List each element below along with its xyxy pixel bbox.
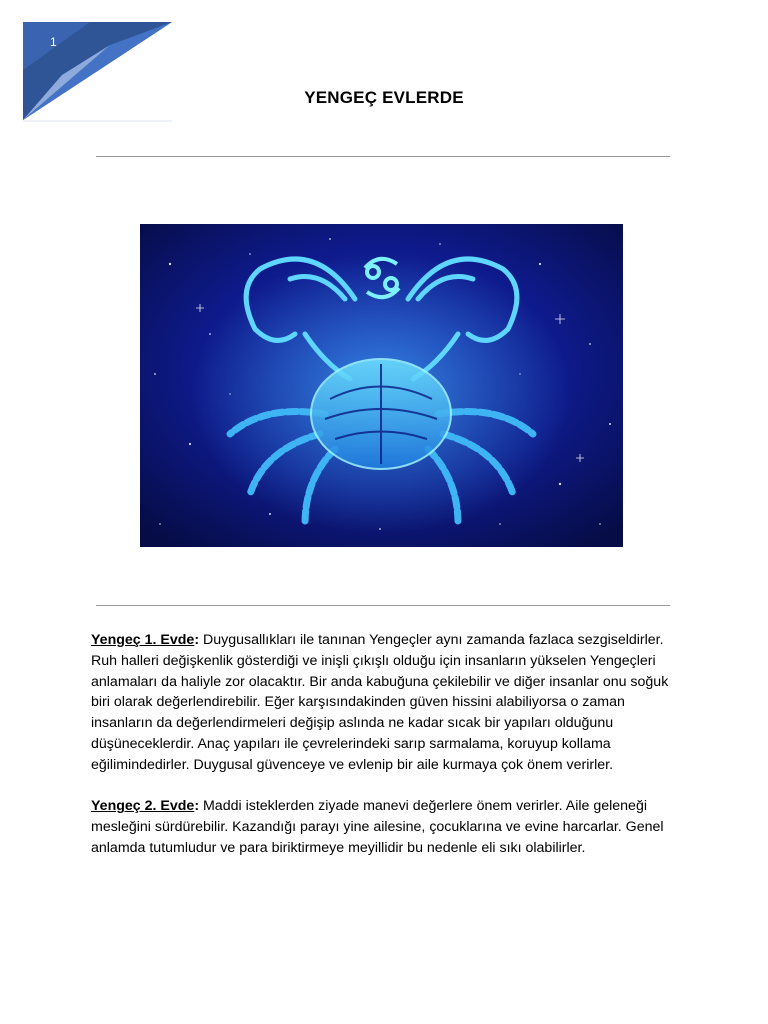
paragraph-house-1 — [91, 630, 681, 776]
paragraph-text: Duygusallıkları ile tanınan Yengeçler aynı zamanda fazlaca sezgiseldirler. Ruh halleri değişkenlik gösterdiği ve inişli çıkışlı olduğu için insanların yükselen Yengeçleri anlamaları da haliyle zor olacaktır. Bir anda kabuğuna çekilebilir ve diğer insanlar onu soğuk biri olarak değerlendirebilir. Eğer karşısındakinden güven hissini alabiliyorsa o zaman insanların da değerlendirmeleri değişip aslında ne kadar sıcak bir yapıları olduğunu düşüneceklerdir. Anaç yapıları ile çevrelerindeki sarıp sarmalama, koruyup kollama eğilimindedirler. Duygusal güvenceye ve evlenip bir aile kurmaya çok önem verirler. — [91, 632, 669, 773]
heading-colon: : — [194, 632, 200, 648]
paragraph-text: Maddi isteklerden ziyade manevi değerlere önem verirler. Aile geleneği mesleğini sürdürebilir. Kazandığı parayı yine ailesine, çocuklarına ve evine harcarlar. Genel anlamda tutumludur ve para biriktirmeye meyillidir bu nedenle eli sıkı olabilirler. — [91, 798, 664, 856]
page-title: YENGEÇ EVLERDE — [304, 88, 464, 107]
paragraph-house-2 — [91, 796, 681, 858]
top-divider — [96, 156, 670, 157]
bottom-divider — [96, 605, 670, 606]
page-corner-decoration — [0, 0, 180, 130]
paragraph-heading: Yengeç 1. Evde — [91, 632, 195, 648]
article-body — [91, 630, 681, 880]
page-number: 1 — [50, 35, 57, 49]
cancer-crab-image — [140, 224, 623, 547]
paragraph-heading: Yengeç 2. Evde — [91, 798, 195, 815]
heading-colon: : — [194, 798, 200, 815]
